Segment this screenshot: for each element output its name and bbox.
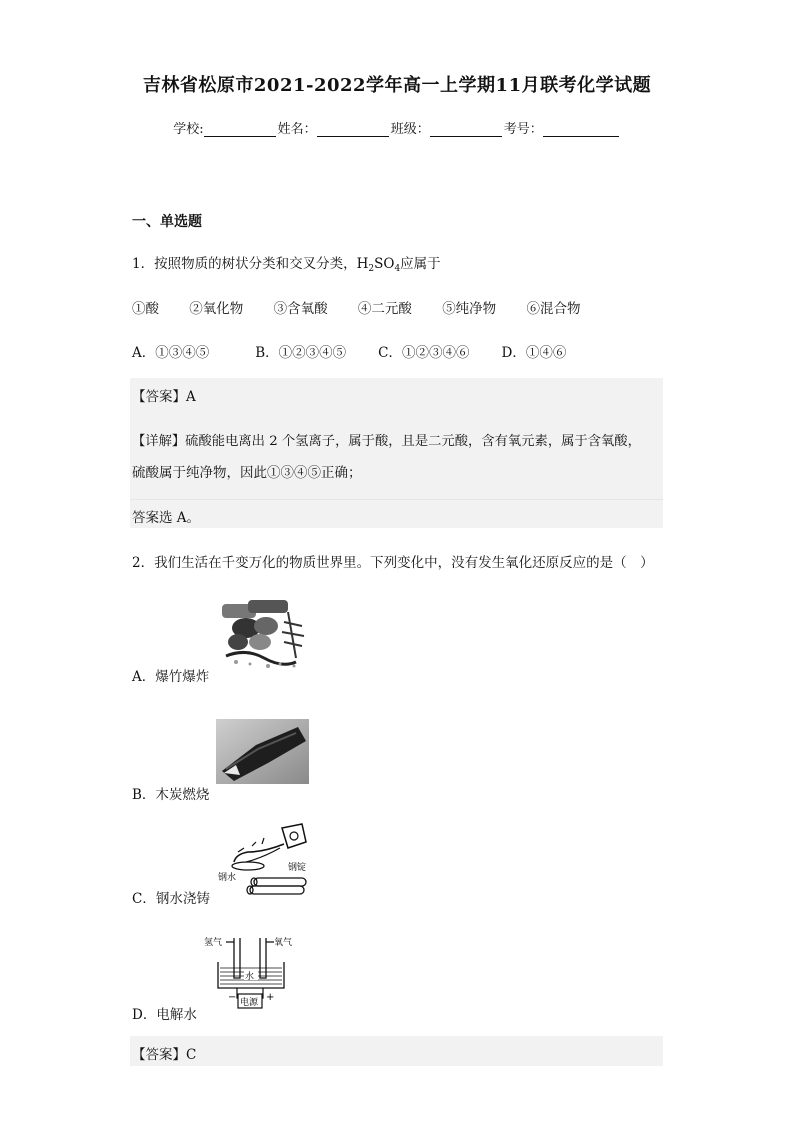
q1-stem-post: 应属于 xyxy=(400,256,441,272)
q1-items xyxy=(132,297,580,317)
q1-stem xyxy=(132,252,441,274)
name-blank[interactable] xyxy=(317,122,389,137)
q1-choice-d[interactable]: D．①④⑥ xyxy=(501,345,567,361)
q1-answer: 【答案】A xyxy=(132,389,196,405)
q2-stem: 2．我们生活在千变万化的物质世界里。下列变化中，没有发生氧化还原反应的是（ ） xyxy=(132,555,654,571)
q1-sub4: 4 xyxy=(394,264,401,274)
section-heading: 一、单选题 xyxy=(132,214,202,230)
q1-stem-pre: 1．按照物质的树状分类和交叉分类，H xyxy=(132,256,369,272)
student-info-row xyxy=(0,118,794,137)
exam-no-label: 考号： xyxy=(503,122,543,137)
q1-item: ③含氧酸 xyxy=(273,301,328,317)
q1-answer-divider xyxy=(130,499,663,500)
q1-choice-a[interactable]: A．①③④⑤ xyxy=(132,345,210,361)
q1-item: ①酸 xyxy=(132,301,159,317)
q2-option-d[interactable]: D．电解水 xyxy=(132,1007,197,1023)
q1-item: ②氧化物 xyxy=(189,301,244,317)
page-title: 吉林省松原市2021-2022学年高一上学期11月联考化学试题 xyxy=(142,75,652,96)
q1-sub2: 2 xyxy=(368,264,375,274)
q1-choice-b[interactable]: B．①②③④⑤ xyxy=(255,345,347,361)
oxygen-label: 氧气 xyxy=(274,938,293,948)
q1-choice-c[interactable]: C．①②③④⑥ xyxy=(378,345,470,361)
negative-label: − xyxy=(228,992,237,1003)
electrolysis-image xyxy=(204,934,300,1014)
firecracker-image xyxy=(216,598,306,670)
q2-option-c[interactable]: C．钢水浇铸 xyxy=(132,891,210,907)
q2-answer-box xyxy=(130,1036,663,1066)
steel-casting-image xyxy=(218,822,310,898)
class-label: 班级： xyxy=(390,122,430,137)
q1-stem-mid: SO xyxy=(374,256,395,272)
q1-answer-box xyxy=(130,378,663,528)
charcoal-image xyxy=(216,719,309,784)
molten-steel-label: 钢水 xyxy=(218,873,237,883)
power-label: 电源 xyxy=(240,998,259,1008)
q1-item: ⑤纯净物 xyxy=(442,301,497,317)
school-blank[interactable] xyxy=(204,122,276,137)
water-label: 水 xyxy=(245,972,255,982)
positive-label: + xyxy=(266,992,275,1003)
q1-item: ④二元酸 xyxy=(357,301,412,317)
class-blank[interactable] xyxy=(430,122,502,137)
q1-detail-line1: 【详解】硫酸能电离出 2 个氢离子，属于酸，且是二元酸，含有氧元素，属于含氧酸， xyxy=(132,434,641,449)
q2-option-b[interactable]: B．木炭燃烧 xyxy=(132,787,210,803)
exam-no-blank[interactable] xyxy=(543,122,619,137)
q2-option-a[interactable]: A．爆竹爆炸 xyxy=(132,669,210,685)
school-label: 学校: xyxy=(173,122,204,137)
hydrogen-label: 氢气 xyxy=(204,938,223,948)
steel-ingot-label: 钢锭 xyxy=(288,863,307,873)
name-label: 姓名： xyxy=(277,122,317,137)
q1-conclusion: 答案选 A。 xyxy=(132,510,201,526)
q1-detail-line2: 硫酸属于纯净物，因此①③④⑤正确； xyxy=(132,465,362,481)
q2-answer: 【答案】C xyxy=(132,1047,197,1063)
q1-choices xyxy=(132,341,566,361)
q1-item: ⑥混合物 xyxy=(526,301,581,317)
